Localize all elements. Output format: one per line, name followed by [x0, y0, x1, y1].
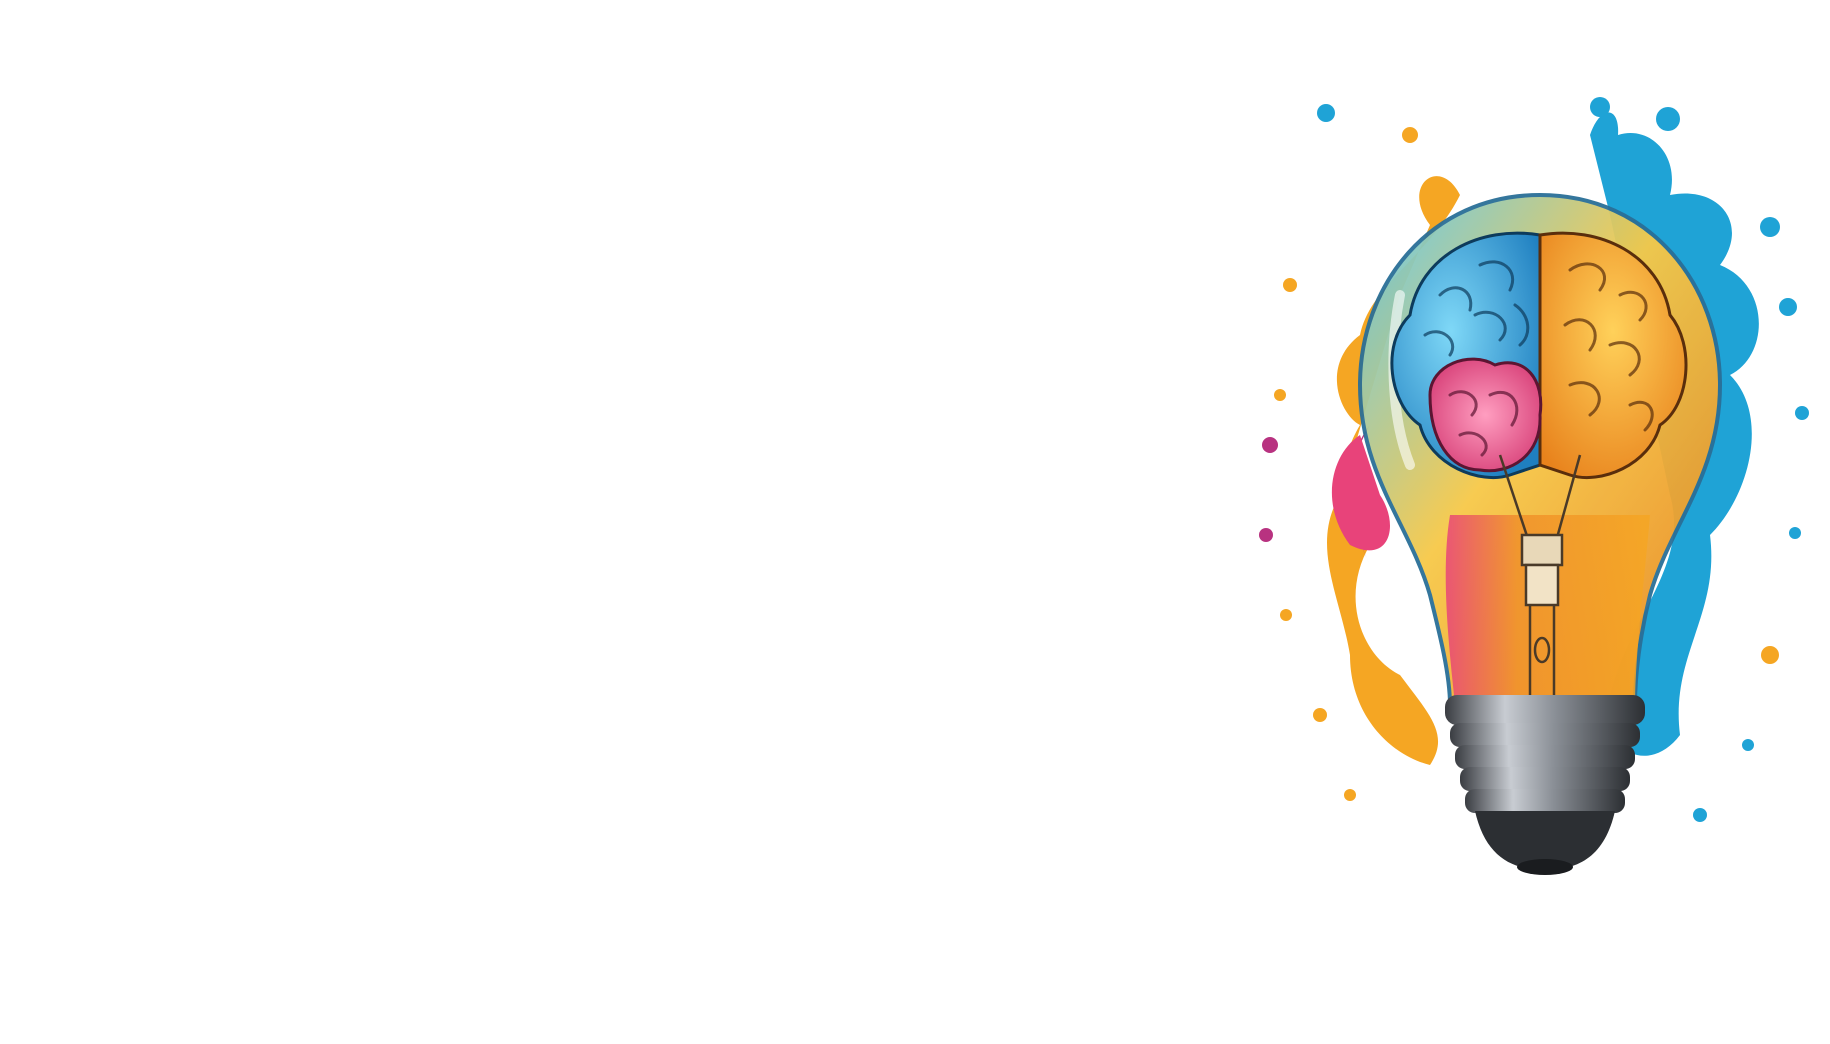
bulb-base [1445, 695, 1645, 875]
brain-icon [1392, 233, 1686, 477]
lightbulb-brain-icon [1250, 95, 1830, 925]
